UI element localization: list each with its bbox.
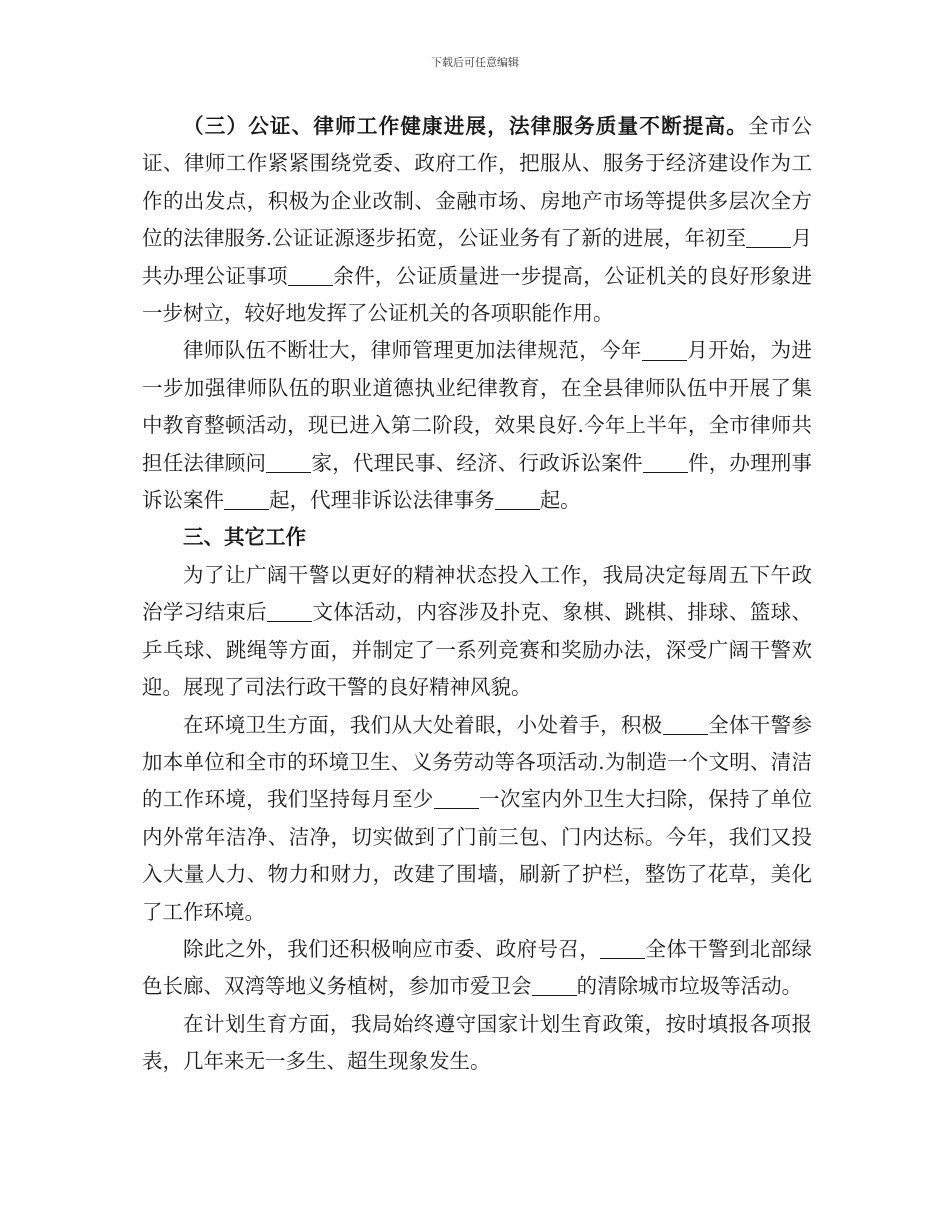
fill-blank [266,451,311,473]
fill-blank [532,975,577,997]
page-header: 下载后可任意编辑 [431,56,519,69]
paragraph-family-planning [142,1006,812,1081]
section-heading-other-work: 三、其它工作 [183,525,306,550]
text-run: 件，办理刑事诉讼案件 [142,450,812,513]
paragraph-tree-planting [142,931,812,1006]
text-run: 起。 [539,488,581,513]
paragraph-notary-lawyer-work [142,108,812,332]
text-run: 全体干警到北部绿色长廊、双湾等地义务植树，参加市爱卫会 [142,936,813,999]
document-body [142,108,812,1081]
text-run: 月开始，为进一步加强律师队伍的职业道德执业纪律教育，在全县律师队伍中开展了集中教育整顿活动，现已进入第二阶段，效果良好.今年上半年，全市律师共担任法律顾问 [142,338,813,475]
text-run: 家，代理民事、经济、行政诉讼案件 [311,450,643,475]
text-run: 在环境卫生方面，我们从大处着眼，小处着手，积极 [183,712,663,737]
text-run: 除此之外，我们还积极响应市委、政府号召， [183,936,601,961]
text-run: 起，代理非诉讼法律事务 [269,488,495,513]
text-run: 的清除城市垃圾等活动。 [576,974,803,999]
fill-blank [288,264,333,286]
text-run: 律师队伍不断壮大，律师管理更加法律规范，今年 [183,338,642,363]
fill-blank [267,601,312,623]
fill-blank [663,713,708,735]
paragraph-recreation [142,557,812,707]
fill-blank [434,788,479,810]
text-run: 全体干警参加本单位和全市的环境卫生、义务劳动等各项活动.为制造一个文明、清洁的工作环境，我们坚持每月至少 [142,712,813,812]
text-run: 为了让广阔干警以更好的精神状态投入工作，我局决定每周五下午政治学习结束后 [142,562,812,625]
fill-blank [224,489,269,511]
paragraph-lead-bold: （三）公证、律师工作健康进展，法律服务质量不断提高。 [183,114,749,138]
fill-blank [495,489,540,511]
fill-blank [642,339,687,361]
text-run: 月共办理公证事项 [142,226,812,288]
text-run: 全市公证、律师工作紧紧围绕党委、政府工作，把服从、服务于经济建设作为工作的出发点，积极为企业改制、金融市场、房地产市场等提供多层次全方位的法律服务.公证证源逐步拓宽，公证业务有了新的进展，年初至 [142,114,813,251]
paragraph-environment-hygiene [142,707,812,931]
text-run: 余件，公证质量进一步提高，公证机关的良好形象进一步树立，较好地发挥了公证机关的各项职能作用。 [142,263,812,326]
fill-blank [746,227,791,249]
fill-blank [600,938,645,960]
text-run: 文体活动，内容涉及扑克、象棋、跳棋、排球、篮球、乒乓球、跳绳等方面，并制定了一系列竞赛和奖励办法，深受广阔干警欢迎。展现了司法行政干警的良好精神风貌。 [142,600,813,700]
paragraph-lawyer-team [142,332,812,519]
text-run: 一次室内外卫生大扫除，保持了单位内外常年洁净、洁净，切实做到了门前三包、门内达标。今年，我们又投入大量人力、物力和财力，改建了围墙，刷新了护栏，整饬了花草，美化了工作环境。 [142,787,813,924]
text-run: 在计划生育方面，我局始终遵守国家计划生育政策，按时填报各项报表，几年来无一多生、超生现象发生。 [142,1011,812,1074]
fill-blank [643,451,688,473]
